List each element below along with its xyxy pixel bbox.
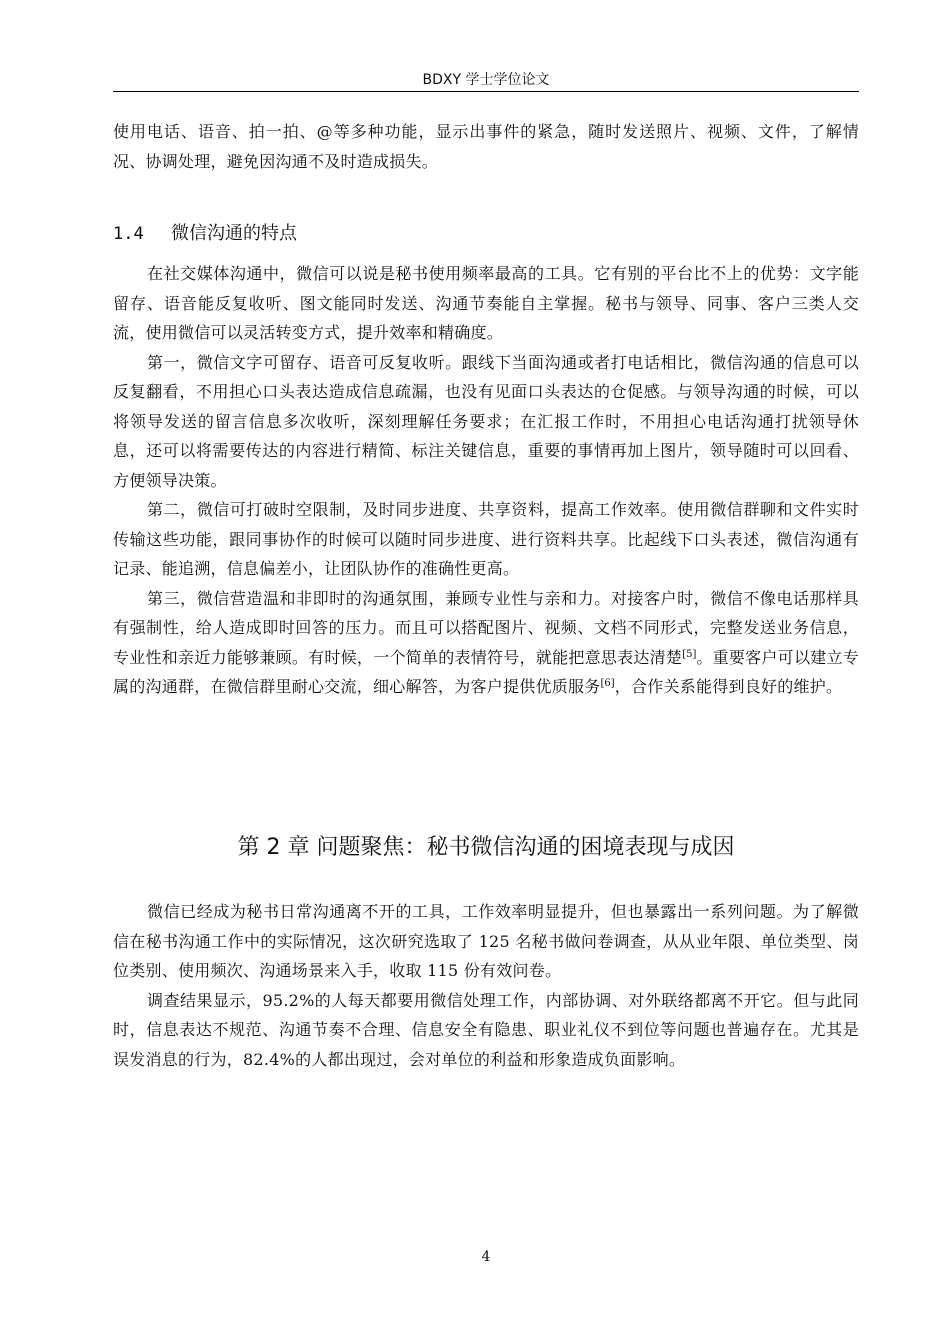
- continued-paragraph-block: [113, 117, 859, 176]
- paragraph: 第一，微信文字可留存、语音可反复收听。跟线下当面沟通或者打电话相比，微信沟通的信息可以反复翻看，不用担心口头表达造成信息疏漏，也没有见面口头表达的仓促感。与领导沟通的时候，可以将领导发送的留言信息多次收听，深刻理解任务要求；在汇报工作时，不用担心电话沟通打扰领导休息，还可以将需要传达的内容进行精简、标注关键信息，重要的事情再加上图片，领导随时可以回看、方便领导决策。: [113, 352, 859, 490]
- section-heading: [113, 220, 297, 248]
- header-rule: [113, 91, 859, 92]
- section-number: 1.4: [113, 224, 144, 244]
- citation-ref: [6]: [600, 678, 615, 689]
- paragraph-with-citations: [113, 584, 859, 702]
- paragraph: 在社交媒体沟通中，微信可以说是秘书使用频率最高的工具。它有别的平台比不上的优势：文字能留存、语音能反复收听、图文能同时发送、沟通节奏能自主掌握。秘书与领导、同事、客户三类人交流，使用微信可以灵活转变方式，提升效率和精确度。: [113, 264, 859, 342]
- section-body: [113, 259, 859, 702]
- chapter-body: [113, 897, 859, 1074]
- running-header: BDXY 学士学位论文: [422, 72, 550, 88]
- paragraph-text: ，合作关系能得到良好的维护。: [614, 677, 843, 696]
- paragraph: 调查结果显示，95.2%的人每天都要用微信处理工作，内部协调、对外联络都离不开它。但与此同时，信息表达不规范、沟通节奏不合理、信息安全有隐患、职业礼仪不到位等问题也普遍存在。尤其是误发消息的行为，82.4%的人都出现过，会对单位的利益和形象造成负面影响。: [113, 990, 859, 1069]
- page-number: 4: [481, 1249, 491, 1265]
- section-title: 微信沟通的特点: [171, 223, 297, 244]
- paragraph-text: 。重要客户可以建立专属的沟通群，在微信群里耐心交流，细心解答，为客户提供优质服务: [113, 647, 859, 696]
- paragraph: 第二，微信可打破时空限制，及时同步进度、共享资料，提高工作效率。使用微信群聊和文件实时传输这些功能，跟同事协作的时候可以随时同步进度、进行资料共享。比起线下口头表述，微信沟通有记录、能追溯，信息偏差小，让团队协作的准确性更高。: [113, 500, 859, 578]
- paragraph: 微信已经成为秘书日常沟通离不开的工具，工作效率明显提升，但也暴露出一系列问题。为了解微信在秘书沟通工作中的实际情况，这次研究选取了 125 名秘书做问卷调查，从从业年限、单位类型、岗位类别、使用频次、沟通场景来入手，收取 115 份有效问卷。: [113, 902, 859, 980]
- continued-paragraph: 使用电话、语音、拍一拍、@等多种功能，显示出事件的紧急，随时发送照片、视频、文件，了解情况、协调处理，避免因沟通不及时造成损失。: [113, 122, 859, 171]
- paragraph-text: 第三，微信营造温和非即时的沟通氛围，兼顾专业性与亲和力。对接客户时，微信不像电话那样具有强制性，给人造成即时回答的压力。而且可以搭配图片、视频、文档不同形式，完整发送业务信息，专业性和亲近力能够兼顾。有时候，一个简单的表情符号，就能把意思表达清楚: [113, 588, 859, 667]
- citation-ref: [5]: [682, 648, 697, 660]
- chapter-heading: 第 2 章 问题聚焦：秘书微信沟通的困境表现与成因: [237, 835, 735, 860]
